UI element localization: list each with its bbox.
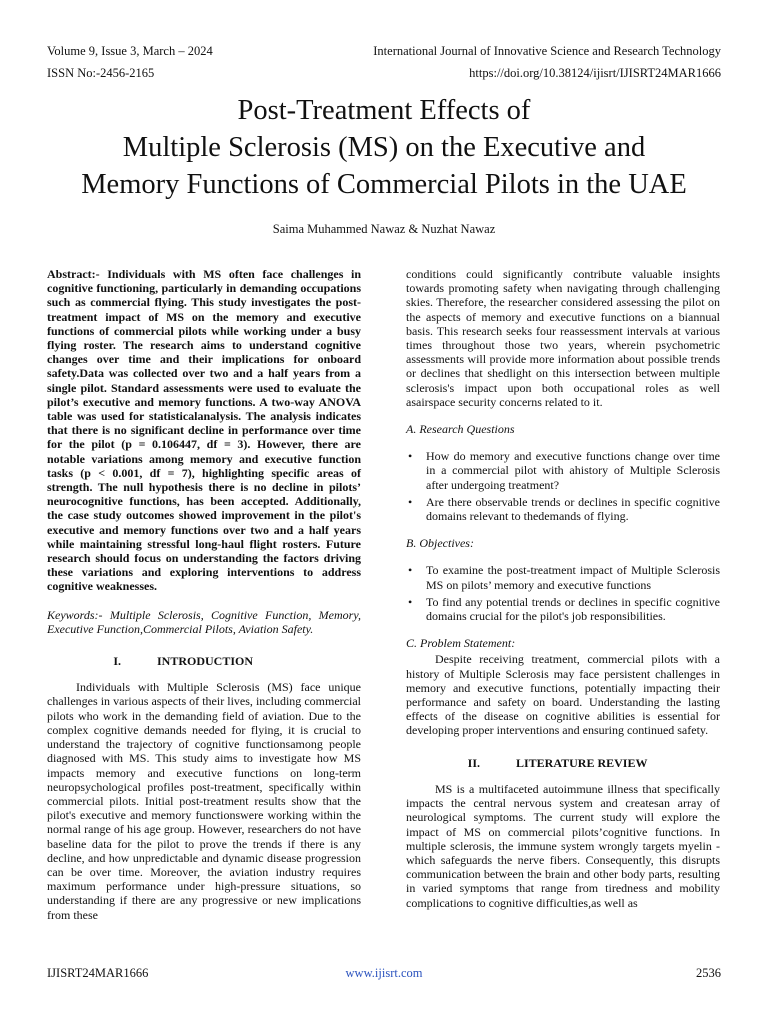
left-column [47, 267, 361, 922]
right-column [406, 267, 720, 910]
problem-statement-text: Despite receiving treatment, commercial pilots with a history of Multiple Sclerosis may face persistent challenges in memory and executive functions, potentially impacting their performance and safety on board. Understanding the lasting effects of the disease on cognitive abilities is essential for developing proper interventions and ensuring continued safety. [406, 652, 720, 738]
section-number: II. [467, 755, 480, 770]
objectives-list [406, 563, 720, 623]
keywords: Keywords:- Multiple Sclerosis, Cognitive Function, Memory, Executive Function,Commercial Pilots, Aviation Safety. [47, 607, 361, 636]
section-title: LITERATURE REVIEW [516, 755, 648, 770]
authors: Saima Muhammed Nawaz & Nuzhat Nawaz [272, 222, 496, 236]
list-item: • Are there observable trends or declines in specific cognitive domains relevant to thedemands of flying. [406, 495, 720, 523]
literature-review-text: MS is a multifaceted autoimmune illness that specifically impacts the central nervous system and createsan array of neurological symptoms. The current study will explore the impact of MS on commercial pilots’cognitive functions. In multiple sclerosis, the immune system wrongly targets myelin - which safeguards the nerve fibers. Consequently, this disrupts communication between the brain and other body parts, resulting in varied symptoms that range from tiredness and mobility complications to cognitive difficulties,as well as [406, 781, 720, 910]
section-heading-introduction [47, 654, 361, 668]
title-line-3: Memory Functions of Commercial Pilots in the UAE [81, 169, 687, 200]
subsection-objectives: B. Objectives: [406, 536, 474, 551]
paper-title [40, 92, 728, 203]
list-item: • To find any potential trends or declines in specific cognitive domains crucial for the pilot's job responsibilities. [406, 595, 720, 623]
research-questions-list [406, 449, 720, 523]
footer-paper-id: IJISRT24MAR1666 [47, 966, 149, 980]
list-item: • To examine the post-treatment impact of Multiple Sclerosis MS on pilots’ memory and executive functions [406, 563, 720, 591]
introduction-text: Individuals with Multiple Sclerosis (MS) face unique challenges in various aspects of their lives, including commercial pilots who work in the demanding field of aviation. Due to the complex cognitive demands needed for flying, it is crucial to understand the trajectory of cognitive functionsamong people diagnosed with MS. This study aims to investigate how MS impacts memory and executive functions on long-term neuropsychological profiles post-treatment, specifically within commercial pilots. Initial post-treatment results show that the pilot's executive and memory functionswere working within the normal range of his age group. However, researchers do not have baseline data for the pilot to prove the trends if there is any decline, and how unpredictable and dynamic disease progression can be over time. Moreover, the aviation industry requires maximum performance under high-pressure situations, so understanding if there are any progressive or new implications from these [47, 680, 361, 922]
list-item: • How do memory and executive functions change over time in a commercial pilot with ahistory of Multiple Sclerosis after undergoing treatment? [406, 449, 720, 492]
section-number: I. [113, 654, 121, 669]
section-heading-literature-review [406, 756, 720, 770]
subsection-research-questions: A. Research Questions [406, 422, 515, 437]
footer-website-link[interactable]: www.ijisrt.com [345, 966, 423, 980]
subsection-problem-statement: C. Problem Statement: [406, 636, 516, 651]
footer-page-number: 2536 [696, 966, 721, 980]
header-volume: Volume 9, Issue 3, March – 2024 [47, 44, 213, 58]
header-issn: ISSN No:-2456-2165 [47, 66, 155, 80]
section-title: INTRODUCTION [157, 654, 254, 669]
title-line-2: Multiple Sclerosis (MS) on the Executive and [122, 132, 646, 163]
abstract: Abstract:- Individuals with MS often face challenges in cognitive functioning, particularly in demanding occupations such as commercial flying. This study investigates the post-treatment impact of MS on the memory and executive functions of commercial pilots while working under a busy flying roster. The research aims to understand cognitive changes over time and their implications for onboard safety.Data was collected over two and a half years from a single pilot. Standard assessments were used to evaluate the pilot’s executive and memory functions. A two-way ANOVA table was used for statisticalanalysis. The analysis indicates that there is no significant decline in performance over time for the pilot (p = 0.106447, df = 3). However, there are notable variations among memory and executive function tasks (p < 0.001, df = 7), highlighting specific areas of strength. The null hypothesis there is no decline in pilots’ neurocognitive functions, has been accepted. Additionally, the case study outcomes showed improvement in the pilot's executive and memory functions over two and a half years while maintaining stressful long-haul flight rosters. Future research should focus on understanding the factors driving these variations and exploring interventions to address cognitive weaknesses. [47, 267, 361, 594]
header-journal: International Journal of Innovative Science and Research Technology [373, 44, 721, 58]
introduction-continued: conditions could significantly contribute valuable insights towards promoting safety when navigating through challenging skies. Therefore, the researcher considered assessing the pilot on the aspects of memory and executive functions on a biannual basis. This research seeks four reassessment intervals at various times throughout those two years, wherein psychometric assessments will provide more information about possible trends or declines that shedlight on this intersection between multiple sclerosis's impact upon both occupational roles as well asairspace security concerns related to it. [406, 267, 720, 409]
header-doi[interactable]: https://doi.org/10.38124/ijisrt/IJISRT24MAR1666 [469, 66, 721, 80]
title-line-1: Post-Treatment Effects of [237, 95, 531, 126]
